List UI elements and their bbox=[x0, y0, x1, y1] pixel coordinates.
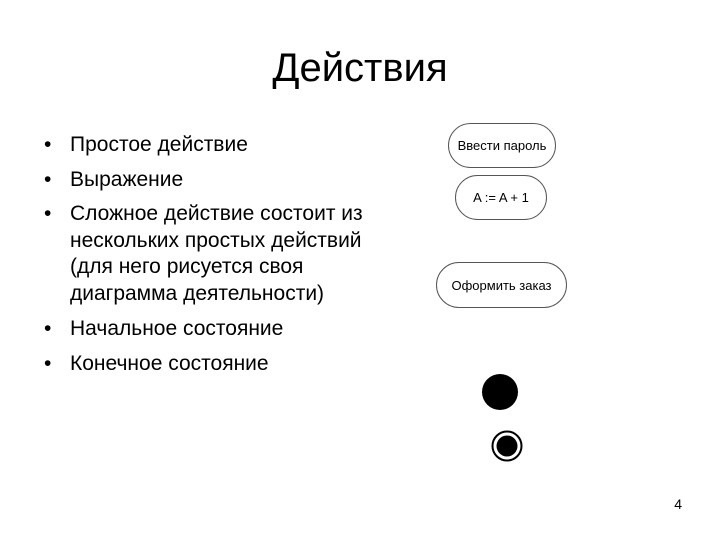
action-node-label: A := A + 1 bbox=[473, 190, 529, 205]
action-node-place-order bbox=[436, 262, 567, 308]
slide-title: Действия bbox=[272, 46, 448, 90]
initial-state-icon bbox=[482, 374, 518, 410]
bullet-icon: • bbox=[44, 317, 52, 340]
action-node-label: Ввести пароль bbox=[457, 138, 547, 153]
final-state-icon bbox=[491, 430, 523, 462]
bullet-item-expression bbox=[44, 167, 364, 194]
bullet-item-complex-action bbox=[44, 201, 364, 307]
bullet-item-initial-state bbox=[44, 316, 364, 343]
bullet-list bbox=[44, 132, 364, 385]
page-number: 4 bbox=[674, 496, 682, 512]
bullet-item-final-state bbox=[44, 351, 364, 378]
bullet-icon: • bbox=[44, 351, 52, 375]
bullet-item-simple-action bbox=[44, 132, 364, 159]
action-node-expression bbox=[455, 175, 547, 220]
bullet-text: Начальное состояние bbox=[70, 317, 284, 340]
action-node-label: Оформить заказ bbox=[451, 277, 552, 293]
bullet-icon: • bbox=[44, 202, 52, 225]
action-node-enter-password bbox=[448, 123, 556, 168]
bullet-text: Конечное состояние bbox=[70, 351, 269, 375]
bullet-icon: • bbox=[44, 167, 52, 191]
bullet-text: Простое действие bbox=[70, 133, 248, 156]
bullet-icon: • bbox=[44, 133, 52, 156]
bullet-text: Сложное действие состоит из нескольких простых действий (для него рисуется своя диаграмма деятельности) bbox=[70, 202, 363, 305]
bullet-text: Выражение bbox=[70, 167, 184, 191]
